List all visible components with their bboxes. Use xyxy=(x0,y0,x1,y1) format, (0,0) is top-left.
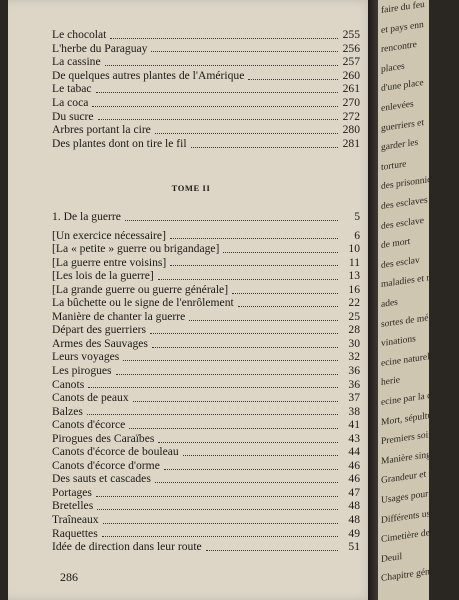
toc-entry-page: 261 xyxy=(342,82,360,96)
toc-entry xyxy=(52,137,360,151)
toc-entry xyxy=(52,391,360,405)
toc-leader-dots xyxy=(150,332,338,334)
toc-leader-dots xyxy=(158,278,338,280)
facing-page-line: vinations xyxy=(381,334,416,350)
toc-entry-title: 1. De la guerre xyxy=(52,210,121,223)
facing-page-line: enlevées xyxy=(381,99,414,114)
toc-entry-page: 51 xyxy=(348,540,360,554)
toc-entry-page: 28 xyxy=(348,323,360,337)
toc-leader-dots xyxy=(158,441,338,443)
toc-leader-dots xyxy=(96,91,338,93)
toc-entry-page: 13 xyxy=(348,269,360,283)
toc-bottom-list xyxy=(52,210,360,554)
toc-leader-dots xyxy=(155,132,338,134)
toc-leader-dots xyxy=(223,251,338,253)
toc-entry xyxy=(52,527,360,541)
toc-leader-dots xyxy=(133,400,338,402)
toc-entry xyxy=(52,210,360,224)
toc-entry-page: 11 xyxy=(348,255,360,269)
toc-leader-dots xyxy=(129,427,338,429)
toc-entry-title: Balzes xyxy=(52,404,83,418)
page-number: 286 xyxy=(60,570,78,584)
toc-leader-dots xyxy=(97,508,338,510)
toc-leader-dots xyxy=(96,495,338,497)
toc-leader-dots xyxy=(189,319,338,321)
facing-page-line: Deuil xyxy=(381,551,403,565)
toc-entry-title: Canots de peaux xyxy=(52,391,129,405)
facing-page-line: des prisonniers xyxy=(381,174,439,193)
toc-entry-title: L'herbe du Paraguay xyxy=(52,41,148,55)
facing-page-line: faire du feu xyxy=(381,0,425,16)
toc-entry xyxy=(52,110,360,124)
toc-entry-page: 25 xyxy=(348,309,360,323)
toc-entry-title: Canots xyxy=(52,377,85,391)
toc-entry-title: [Les lois de la guerre] xyxy=(52,269,154,283)
toc-entry xyxy=(52,310,360,324)
toc-entry-title: Les pirogues xyxy=(52,364,112,378)
toc-entry-title: Canots d'écorce d'orme xyxy=(52,458,160,472)
facing-page-line: Chapitre général des xyxy=(381,563,459,585)
toc-entry-title: Armes des Sauvages xyxy=(52,336,148,350)
toc-entry-page: 256 xyxy=(342,41,360,55)
toc-entry-title: Idée de direction dans leur route xyxy=(52,540,202,554)
toc-leader-dots xyxy=(206,549,338,551)
toc-entry-page: 43 xyxy=(348,431,360,445)
toc-entry xyxy=(52,269,360,283)
facing-page-line: Différents usages xyxy=(381,506,448,526)
facing-page-line: Cimetière des pa xyxy=(381,526,445,546)
toc-entry-page: 30 xyxy=(348,336,360,350)
facing-page-line: Mort, sépulture xyxy=(381,409,440,428)
toc-entry xyxy=(52,337,360,351)
toc-entry xyxy=(52,55,360,69)
toc-entry xyxy=(52,418,360,432)
toc-entry-page: 48 xyxy=(348,513,360,527)
toc-entry xyxy=(52,256,360,270)
toc-leader-dots xyxy=(164,468,338,470)
toc-top-list xyxy=(52,28,360,150)
facing-page-line: des esclav xyxy=(381,255,420,271)
facing-page-line: maladies et méde xyxy=(381,271,447,291)
toc-entry-page: 32 xyxy=(348,350,360,364)
facing-page-line: herie xyxy=(381,375,400,389)
toc-entry-page: 5 xyxy=(354,210,360,223)
toc-entry-page: 38 xyxy=(348,404,360,418)
toc-entry-page: 37 xyxy=(348,391,360,405)
toc-entry xyxy=(52,82,360,96)
toc-entry-title: Leurs voyages xyxy=(52,350,120,364)
section-heading: TOME II xyxy=(171,183,211,193)
toc-entry xyxy=(52,69,360,83)
toc-entry-title: Portages xyxy=(52,485,92,499)
toc-entry-title: Pirogues des Caraïbes xyxy=(52,431,155,445)
toc-entry-title: La coca xyxy=(52,95,89,109)
facing-page xyxy=(378,0,459,600)
toc-entry-page: 16 xyxy=(348,282,360,296)
toc-entry-title: Le tabac xyxy=(52,82,92,96)
toc-entry-title: Des plantes dont on tire le fil xyxy=(52,136,187,150)
toc-entry-title: La cassine xyxy=(52,55,101,69)
toc-leader-dots xyxy=(105,64,338,66)
toc-leader-dots xyxy=(125,219,338,221)
toc-entry-page: 272 xyxy=(342,109,360,123)
toc-leader-dots xyxy=(183,454,338,456)
toc-entry-page: 46 xyxy=(348,472,360,486)
toc-entry-page: 260 xyxy=(342,68,360,82)
facing-page-line: des esclaves xyxy=(381,195,428,212)
toc-entry-page: 6 xyxy=(354,228,360,242)
toc-entry-page: 47 xyxy=(348,485,360,499)
toc-entry xyxy=(52,405,360,419)
facing-page-line: et pays enn xyxy=(381,19,424,36)
toc-entry-title: [Un exercice nécessaire] xyxy=(52,228,166,242)
facing-page-line: rencontre xyxy=(381,40,417,56)
toc-entry-title: Canots d'écorce xyxy=(52,418,126,432)
toc-entry xyxy=(52,123,360,137)
toc-entry xyxy=(52,96,360,110)
toc-leader-dots xyxy=(232,292,338,294)
toc-entry xyxy=(52,323,360,337)
toc-entry-title: Manière de chanter la guerre xyxy=(52,309,186,323)
toc-leader-dots xyxy=(191,146,338,148)
toc-leader-dots xyxy=(151,50,338,52)
toc-entry xyxy=(52,432,360,446)
toc-entry xyxy=(52,296,360,310)
toc-leader-dots xyxy=(170,237,338,239)
toc-entry-title: Du sucre xyxy=(52,109,94,123)
toc-entry xyxy=(52,513,360,527)
toc-entry-page: 44 xyxy=(348,445,360,459)
toc-entry xyxy=(52,459,360,473)
facing-page-line: ecine naturelle xyxy=(381,350,437,369)
facing-page-line: Grandeur et manière xyxy=(381,465,459,487)
toc-leader-dots xyxy=(116,373,338,375)
facing-page-line: guerriers et xyxy=(381,117,424,134)
toc-entry-title: Raquettes xyxy=(52,526,98,540)
toc-leader-dots xyxy=(103,522,338,524)
toc-entry xyxy=(52,499,360,513)
toc-entry xyxy=(52,472,360,486)
toc-leader-dots xyxy=(88,386,338,388)
toc-entry-page: 46 xyxy=(348,458,360,472)
facing-page-line: des esclave xyxy=(381,215,424,232)
toc-entry xyxy=(52,283,360,297)
toc-entry-page: 41 xyxy=(348,418,360,432)
toc-leader-dots xyxy=(92,105,338,107)
toc-entry-title: Départ des guerriers xyxy=(52,323,146,337)
toc-entry-page: 280 xyxy=(342,123,360,137)
toc-leader-dots xyxy=(123,359,338,361)
toc-entry-title: [La guerre entre voisins] xyxy=(52,255,167,269)
toc-leader-dots xyxy=(102,535,338,537)
toc-entry-title: Des sauts et cascades xyxy=(52,472,151,486)
toc-entry xyxy=(52,445,360,459)
toc-entry-page: 48 xyxy=(348,499,360,513)
toc-entry-page: 36 xyxy=(348,377,360,391)
toc-leader-dots xyxy=(110,37,338,39)
facing-page-line: places xyxy=(381,61,405,75)
facing-page-line: ades xyxy=(381,297,398,310)
toc-entry-page: 270 xyxy=(342,95,360,109)
toc-leader-dots xyxy=(238,305,338,307)
toc-entry-page: 257 xyxy=(342,55,360,69)
toc-entry-page: 49 xyxy=(348,526,360,540)
toc-entry xyxy=(52,229,360,243)
toc-entry-page: 10 xyxy=(348,242,360,256)
toc-leader-dots xyxy=(87,413,338,415)
facing-page-line: Premiers soins ren xyxy=(381,427,452,448)
facing-page-line: sortes de mé xyxy=(381,312,429,330)
toc-entry xyxy=(52,350,360,364)
toc-entry-title: De quelques autres plantes de l'Amérique xyxy=(52,68,245,82)
toc-leader-dots xyxy=(248,78,338,80)
toc-entry xyxy=(52,364,360,378)
facing-page-line: Manière singulière xyxy=(381,446,453,467)
facing-page-line: torture xyxy=(381,159,407,173)
facing-page-line: d'une place xyxy=(381,78,424,95)
toc-entry-title: [La « petite » guerre ou brigandage] xyxy=(52,242,220,256)
toc-entry xyxy=(52,42,360,56)
facing-page-line: ecine par la div xyxy=(381,389,440,408)
toc-entry-page: 255 xyxy=(342,28,360,41)
facing-page-line: Usages pour les mo xyxy=(381,485,456,506)
facing-page-line: de mort xyxy=(381,237,411,252)
toc-entry xyxy=(52,28,360,42)
toc-entry-title: Le chocolat xyxy=(52,28,107,41)
facing-page-line: garder les xyxy=(381,137,419,154)
toc-entry-title: Arbres portant la cire xyxy=(52,123,151,137)
toc-entry-page: 281 xyxy=(342,136,360,150)
toc-entry xyxy=(52,486,360,500)
toc-entry-title: Bretelles xyxy=(52,499,94,513)
toc-entry-page: 22 xyxy=(348,296,360,310)
toc-entry xyxy=(52,540,360,554)
toc-entry-page: 36 xyxy=(348,364,360,378)
toc-leader-dots xyxy=(155,481,338,483)
toc-entry xyxy=(52,378,360,392)
toc-leader-dots xyxy=(170,264,338,266)
toc-entry-title: La bûchette ou le signe de l'enrôlement xyxy=(52,296,234,310)
toc-entry-title: Canots d'écorce de bouleau xyxy=(52,445,179,459)
toc-entry xyxy=(52,242,360,256)
toc-leader-dots xyxy=(152,346,338,348)
toc-entry-title: Traîneaux xyxy=(52,513,99,527)
toc-leader-dots xyxy=(98,118,338,120)
toc-entry-title: [La grande guerre ou guerre générale] xyxy=(52,282,229,296)
